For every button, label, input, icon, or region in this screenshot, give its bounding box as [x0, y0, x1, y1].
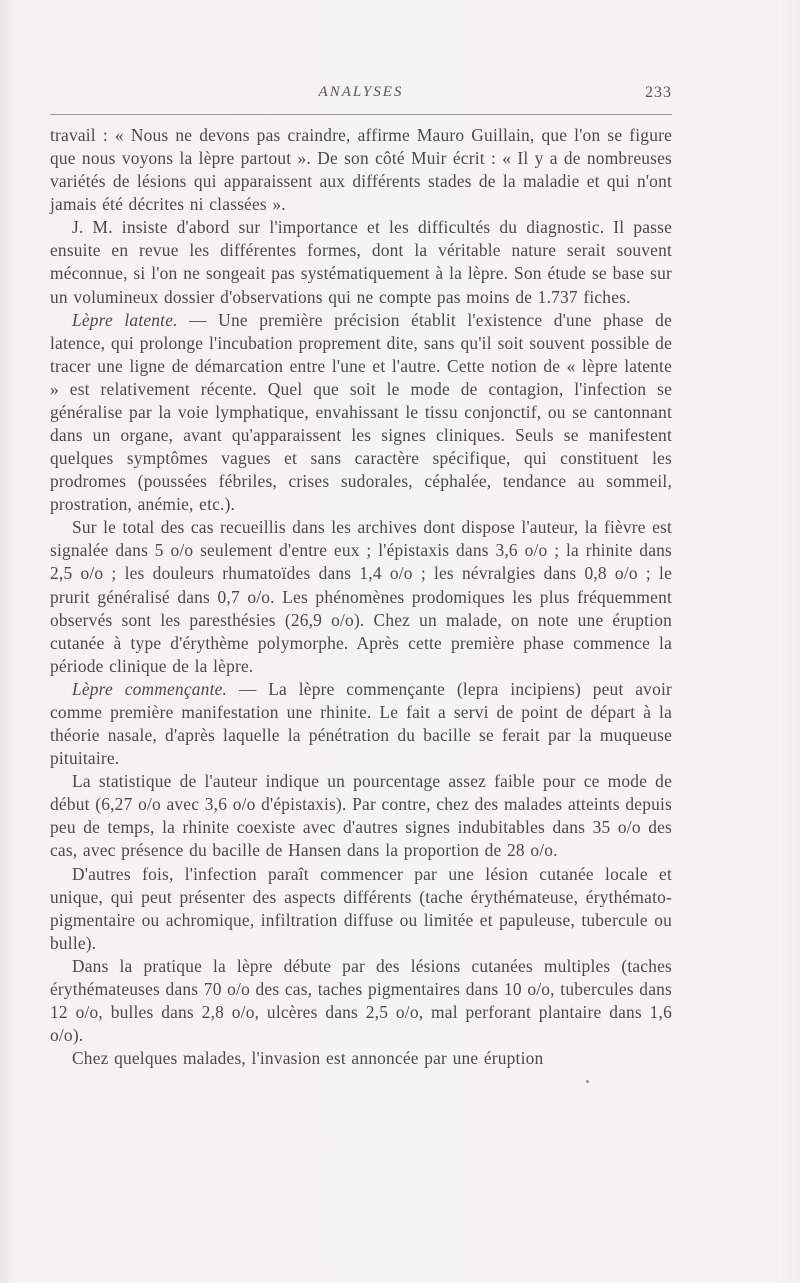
paragraph-text: — La lèpre commençante (lepra incipiens) peut avoir comme première manifestation une rhinite. Le fait a servi de point de départ à la théorie nasale, d'après laquelle la pénétration du bacille se ferait par la muqueuse pituitaire. — [50, 678, 672, 769]
paragraph — [50, 770, 672, 862]
paragraph — [50, 955, 672, 1047]
body-text — [50, 124, 672, 1070]
paragraph-text: La statistique de l'auteur indique un pourcentage assez faible pour ce mode de début (6,27 o/o avec 3,6 o/o d'épistaxis). Par contre, chez des malades atteints depuis peu de temps, la rhinite coexiste avec d'autres signes indubitables dans 35 o/o des cas, avec présence du bacille de Hansen dans la proportion de 28 o/o. — [50, 771, 672, 861]
paragraph-text: travail : « Nous ne devons pas craindre, affirme Mauro Guillain, que l'on se figure que nous voyons la lèpre partout ». De son côté Muir écrit : « Il y a de nombreuses variétés de lésions qui apparaissent aux différents stades de la maladie et qui n'ont jamais été décrites ni classées ». — [50, 125, 672, 215]
section-label: Lèpre commençante. — [72, 678, 228, 699]
paragraph — [50, 216, 672, 308]
paragraph — [50, 863, 672, 955]
paragraph-text: — Une première précision établit l'existence d'une phase de latence, qui prolonge l'incubation proprement dite, sans qu'il soit souvent possible de tracer une ligne de démarcation entre l'une et l'autre. Cette notion de « lèpre latente » est relativement récente. Quel que soit le mode de contagion, l'infection se généralise par la voie lymphatique, envahissant le tissu conjonctif, ou se cantonnant dans un organe, avant qu'apparaissent les signes cliniques. Seuls se manifestent quelques symptômes vagues et sans caractère spécifique, qui constituent les prodromes (poussées fébriles, crises sudorales, céphalée, tendance au sommeil, prostration, anémie, etc.). — [50, 309, 672, 515]
paragraph-text: Dans la pratique la lèpre débute par des lésions cutanées multiples (taches érythémateuses dans 70 o/o des cas, taches pigmentaires dans 10 o/o, tubercules dans 12 o/o, bulles dans 2,8 o/o, ulcères dans 2,5 o/o, mal perforant plantaire dans 1,6 o/o). — [50, 955, 672, 1046]
paragraph — [50, 1047, 672, 1070]
paragraph-continuation — [50, 124, 672, 216]
page-number: 233 — [645, 84, 672, 101]
paragraph-text: D'autres fois, l'infection paraît commencer par une lésion cutanée locale et unique, qui peut présenter des aspects différents (tache érythémateuse, érythémato-pigmentaire ou achromique, infiltration diffuse ou limitée et papuleuse, tubercule ou bulle). — [50, 863, 672, 953]
paragraph-lepre-commencante — [50, 678, 672, 770]
paragraph-lepre-latente — [50, 309, 672, 517]
running-head: ANALYSES — [318, 84, 404, 100]
paragraph — [50, 516, 672, 678]
paragraph-text: Sur le total des cas recueillis dans les archives dont dispose l'auteur, la fièvre est signalée dans 5 o/o seulement d'entre eux ; l'épistaxis dans 3,6 o/o ; la rhinite dans 2,5 o/o ; les douleurs rhumatoïdes dans 1,4 o/o ; les névralgies dans 0,8 o/o ; le prurit généralisé dans 0,7 o/o. Les phénomènes prodomiques les plus fréquemment observés sont les paresthésies (26,9 o/o). Chez un malade, on note une éruption cutanée à type d'érythème polymorphe. Après cette première phase commence la période clinique de la lèpre. — [50, 517, 672, 676]
ink-speck — [586, 1080, 589, 1083]
paragraph-text: J. M. insiste d'abord sur l'importance et les difficultés du diagnostic. Il passe ensuite en revue les différentes formes, dont la véritable nature serait souvent méconnue, si l'on ne songeait pas systématiquement à la lèpre. Son étude se base sur un volumineux dossier d'observations qui ne compte pas moins de 1.737 fiches. — [50, 217, 672, 307]
paragraph-text: Chez quelques malades, l'invasion est annoncée par une éruption — [72, 1048, 544, 1069]
page-header — [50, 84, 672, 110]
header-rule — [50, 114, 672, 115]
section-label: Lèpre latente. — [72, 309, 178, 330]
